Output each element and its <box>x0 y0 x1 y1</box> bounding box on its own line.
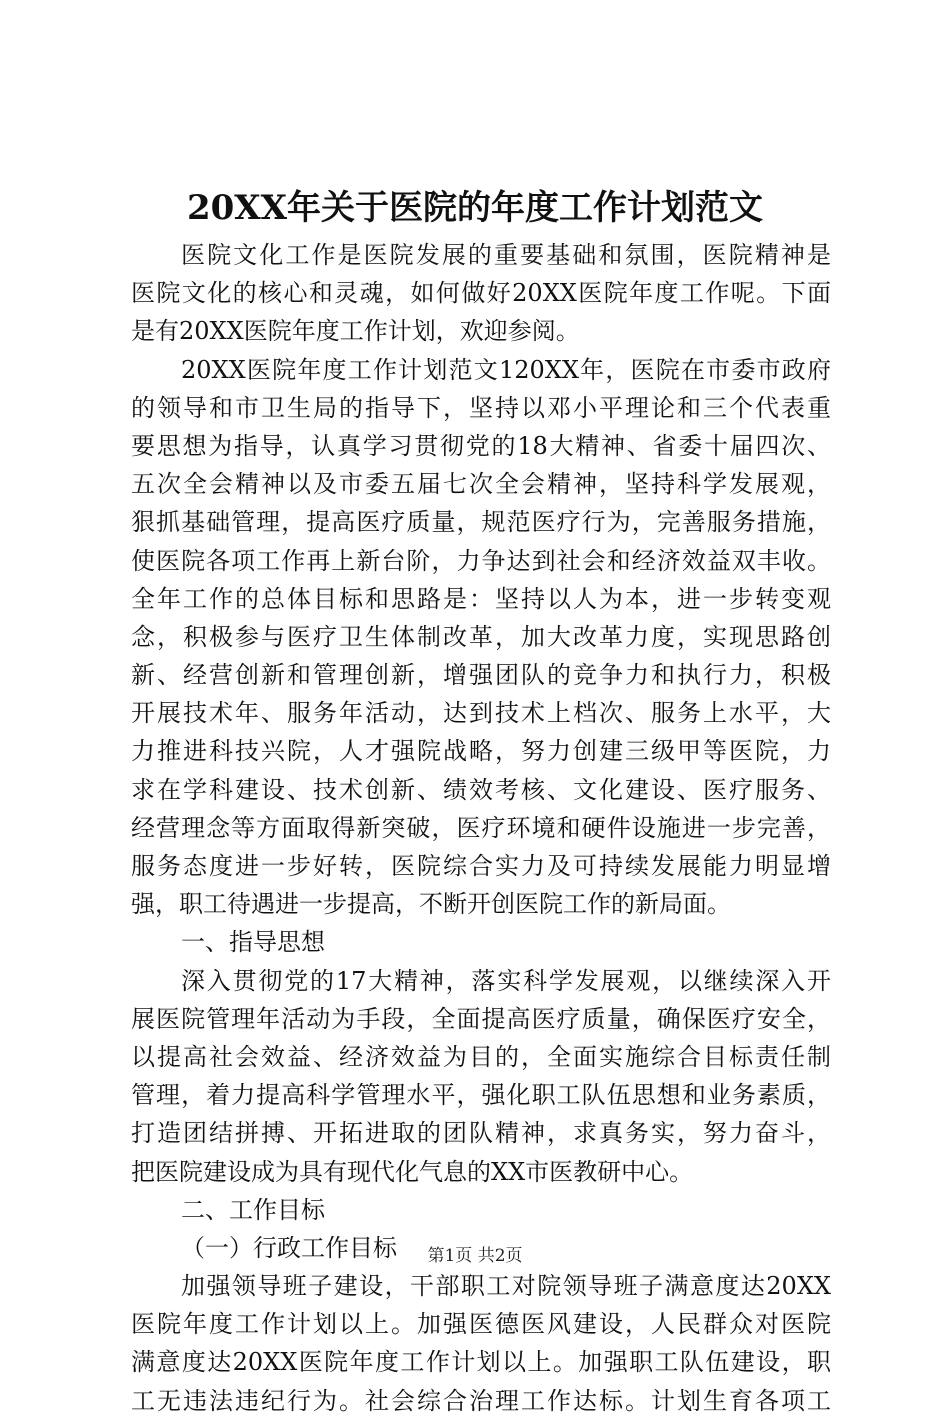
text-line: 以提高社会效益、经济效益为目的，全面实施综合目标责任制 <box>131 1042 831 1071</box>
text-line: 五次全会精神以及市委五届七次全会精神，坚持科学发展观， <box>131 470 831 499</box>
document-title: 20XX年关于医院的年度工作计划范文 <box>186 188 764 228</box>
text-line: 经营理念等方面取得新突破，医疗环境和硬件设施进一步完善， <box>131 813 831 842</box>
page-number-footer: 第1页 共2页 <box>427 1246 523 1266</box>
text-line: 一、指导思想 <box>181 928 325 957</box>
text-line: 狠抓基础管理，提高医疗质量，规范医疗行为，完善服务措施， <box>131 508 831 537</box>
text-line: 是有20XX医院年度工作计划，欢迎参阅。 <box>131 317 580 346</box>
text-line: 二、工作目标 <box>181 1195 325 1224</box>
text-line: 强，职工待遇进一步提高，不断开创医院工作的新局面。 <box>131 890 731 919</box>
text-line: 管理，着力提高科学管理水平，强化职工队伍思想和业务素质， <box>131 1081 831 1110</box>
text-line: 求在学科建设、技术创新、绩效考核、文化建设、医疗服务、 <box>131 775 831 804</box>
text-line: 的领导和市卫生局的指导下，坚持以邓小平理论和三个代表重 <box>131 393 831 422</box>
text-line: 使医院各项工作再上新台阶，力争达到社会和经济效益双丰收。 <box>131 546 831 575</box>
text-line: 打造团结拼搏、开拓进取的团队精神，求真务实，努力奋斗， <box>131 1119 831 1148</box>
text-line: 新、经营创新和管理创新，增强团队的竞争力和执行力，积极 <box>131 661 831 690</box>
text-line: 展医院管理年活动为手段，全面提高医疗质量，确保医疗安全， <box>131 1004 831 1033</box>
text-line: 20XX医院年度工作计划范文120XX年，医院在市委市政府 <box>181 355 831 384</box>
text-line: 把医院建设成为具有现代化气息的XX市医教研中心。 <box>131 1157 694 1186</box>
text-line: 全年工作的总体目标和思路是：坚持以人为本，进一步转变观 <box>131 584 831 613</box>
text-line: 要思想为指导，认真学习贯彻党的18大精神、省委十届四次、 <box>131 431 831 460</box>
text-line: 工无违法违纪行为。社会综合治理工作达标。计划生育各项工 <box>131 1386 831 1415</box>
text-line: 医院年度工作计划以上。加强医德医风建设，人民群众对医院 <box>131 1310 831 1339</box>
document-body <box>131 236 831 1420</box>
text-line: 加强领导班子建设，干部职工对院领导班子满意度达20XX <box>181 1272 831 1301</box>
text-line: 服务态度进一步好转，医院综合实力及可持续发展能力明显增 <box>131 852 831 880</box>
text-line: 医院文化的核心和灵魂，如何做好20XX医院年度工作呢。下面 <box>131 279 831 308</box>
text-line: 满意度达20XX医院年度工作计划以上。加强职工队伍建设，职 <box>131 1348 831 1377</box>
text-line: （一）行政工作目标 <box>181 1233 397 1262</box>
text-line: 力推进科技兴院，人才强院战略，努力创建三级甲等医院，力 <box>131 737 831 766</box>
text-line: 医院文化工作是医院发展的重要基础和氛围，医院精神是 <box>181 241 831 269</box>
text-line: 深入贯彻党的17大精神，落实科学发展观，以继续深入开 <box>181 966 831 995</box>
text-line: 念，积极参与医疗卫生体制改革，加大改革力度，实现思路创 <box>131 622 831 651</box>
text-line: 开展技术年、服务年活动，达到技术上档次、服务上水平，大 <box>131 699 831 728</box>
